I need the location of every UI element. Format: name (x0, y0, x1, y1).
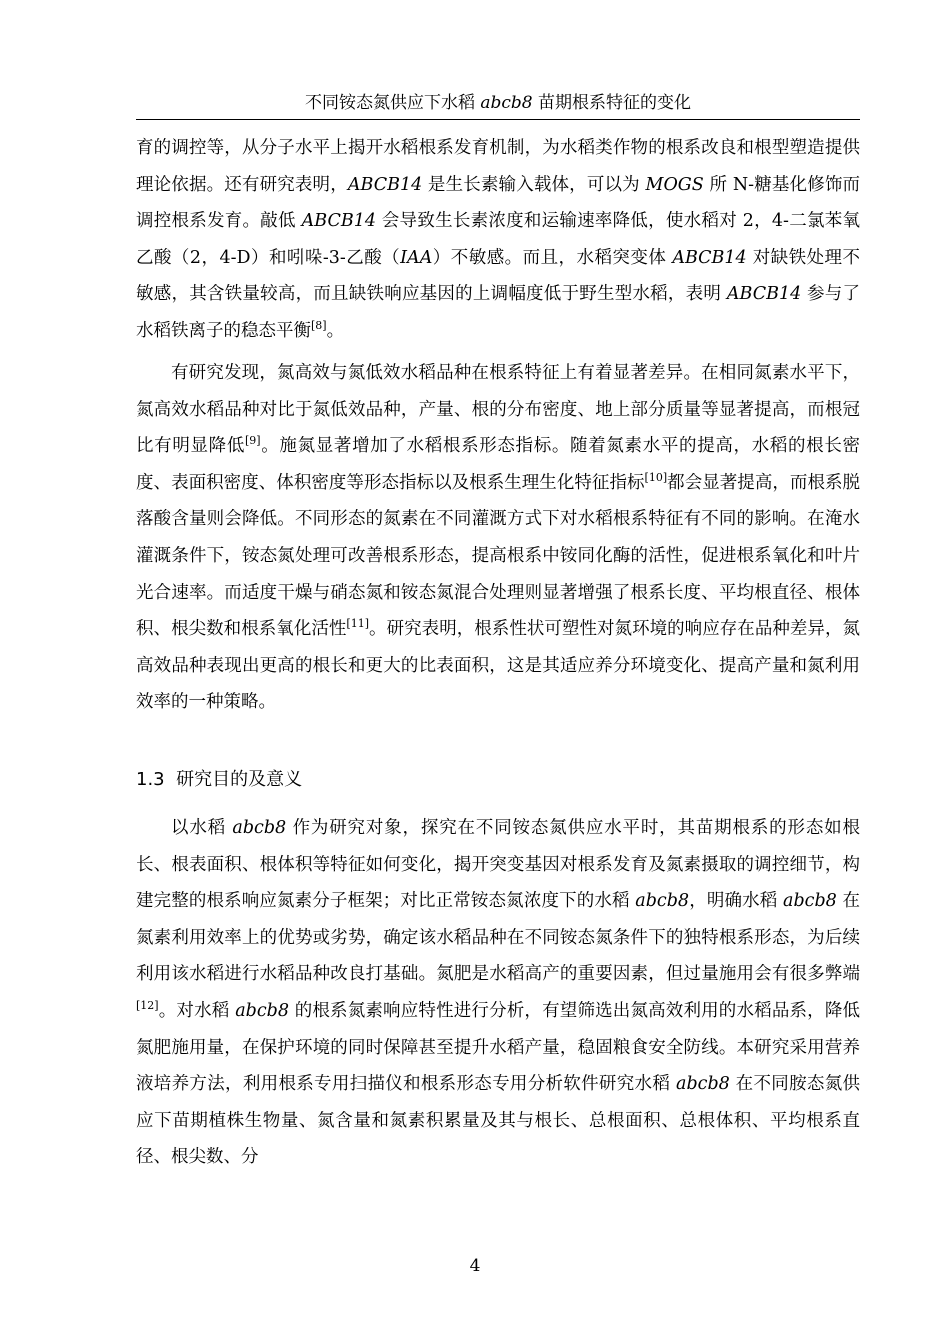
text-run: 是生长素输入载体，可以为 (422, 174, 646, 195)
text-run: 对缺铁处理不敏感，其含铁量较高，而且缺铁响应基因的上调幅度低于野生型水稻，表明 (136, 247, 861, 305)
gene-name: ABCB14 (301, 211, 376, 232)
gene-name: ABCB14 (726, 284, 802, 305)
gene-name: abcb8 (232, 818, 287, 838)
running-header-suffix: 苗期根系特征的变化 (532, 93, 692, 113)
text-run: 所 N-糖基化修饰而调控根系发育。敲低 (136, 174, 861, 232)
text-run: 会导致生长素浓度和运输速率降低，使水稻对 2，4-二氯苯氧乙酸（2，4-D）和吲哚-3-乙酸（ (136, 211, 860, 268)
running-header-prefix: 不同铵态氮供应下水稻 (304, 93, 481, 113)
text-run: ）不敏感。而且，水稻突变体 (432, 247, 673, 268)
paragraph-research-purpose (136, 810, 860, 1176)
gene-name: MOGS (645, 174, 704, 195)
text-run: 参与了水稻铁离子的稳态平衡 (136, 284, 860, 341)
text-run: ，明确水稻 (689, 891, 784, 912)
gene-name: abcb8 (676, 1074, 730, 1095)
running-header-gene: abcb8 (480, 93, 533, 113)
citation-ref: [12] (136, 999, 159, 1013)
text-run: 在不同胺态氮供应下苗期植株生物量、氮含量和氮素积累量及其与根长、总根面积、总根体积、平均根系直径、根尖数、分 (136, 1074, 861, 1168)
text-run: 育的调控等，从分子水平上揭开水稻根系发育机制，为水稻类作物的根系改良和根型塑造提供理论依据。还有研究表明， (136, 138, 860, 195)
section-title: 研究目的及意义 (176, 769, 303, 790)
citation-ref: [8] (311, 319, 327, 333)
text-run: 在氮素利用效率上的优势或劣势，确定该水稻品种在不同铵态氮条件下的独特根系形态，为后续利用该水稻进行水稻品种改良打基础。氮肥是水稻高产的重要因素，但过量施用会有很多弊端 (136, 891, 861, 985)
page-number: 4 (469, 1256, 481, 1276)
section-heading (136, 766, 860, 794)
text-run: 以水稻 (171, 818, 233, 838)
text-run: 。对水稻 (158, 1000, 236, 1021)
gene-name: ABCB14 (672, 247, 747, 268)
gene-name: abcb8 (635, 891, 690, 912)
text-run: 都会显著提高，而根系脱落酸含量则会降低。不同形态的氮素在不同灌溉方式下对水稻根系特征有不同的影响。在淹水灌溉条件下，铵态氮处理可改善根系形态，提高根系中铵同化酶的活性，促进根系氧化和叶片光合速率。而适度干燥与硝态氮和铵态氮混合处理则显著增强了根系长度、平均根直径、根体积、根尖数和根系氧化活性 (136, 472, 861, 640)
gene-name: ABCB14 (347, 174, 423, 195)
section-number: 1.3 (136, 769, 165, 790)
gene-name: IAA (400, 247, 433, 268)
text-run: 。施氮显著增加了水稻根系形态指标。随着氮素水平的提高，水稻的根长密度、表面积密度、体积密度等形态指标以及根系生理生化特征指标 (136, 436, 861, 493)
citation-ref: [11] (346, 617, 370, 631)
text-run: 有研究发现，氮高效与氮低效水稻品种在根系特征上有着显著差异。在相同氮素水平下，氮高效水稻品种对比于氮低效品种，产量、根的分布密度、地上部分质量等显著提高，而根冠比有明显降低 (136, 363, 860, 457)
header-rule (136, 119, 860, 120)
citation-ref: [9] (245, 434, 261, 448)
paragraph-nitrogen-efficiency (136, 355, 860, 721)
running-header (136, 90, 860, 120)
text-run: 作为研究对象，探究在不同铵态氮供应水平时，其苗期根系的形态如根长、根表面积、根体积等特征如何变化，揭开突变基因对根系发育及氮素摄取的调控细节，构建完整的根系响应氮素分子框架；对比正常铵态氮浓度下的水稻 (136, 818, 860, 912)
text-run: 。 (326, 320, 345, 341)
text-run: 。研究表明，根系性状可塑性对氮环境的响应存在品种差异，氮高效品种表现出更高的根长和更大的比表面积，这是其适应养分环境变化、提高产量和氮利用效率的一种策略。 (136, 619, 860, 713)
paragraph-continued (136, 130, 860, 350)
gene-name: abcb8 (783, 891, 837, 912)
text-run: 的根系氮素响应特性进行分析，有望筛选出氮高效利用的水稻品系，降低氮肥施用量，在保护环境的同时保障甚至提升水稻产量，稳固粮食安全防线。本研究采用营养液培养方法，利用根系专用扫描仪和根系形态专用分析软件研究水稻 (136, 1000, 861, 1095)
gene-name: abcb8 (235, 1000, 289, 1021)
citation-ref: [10] (644, 470, 668, 484)
